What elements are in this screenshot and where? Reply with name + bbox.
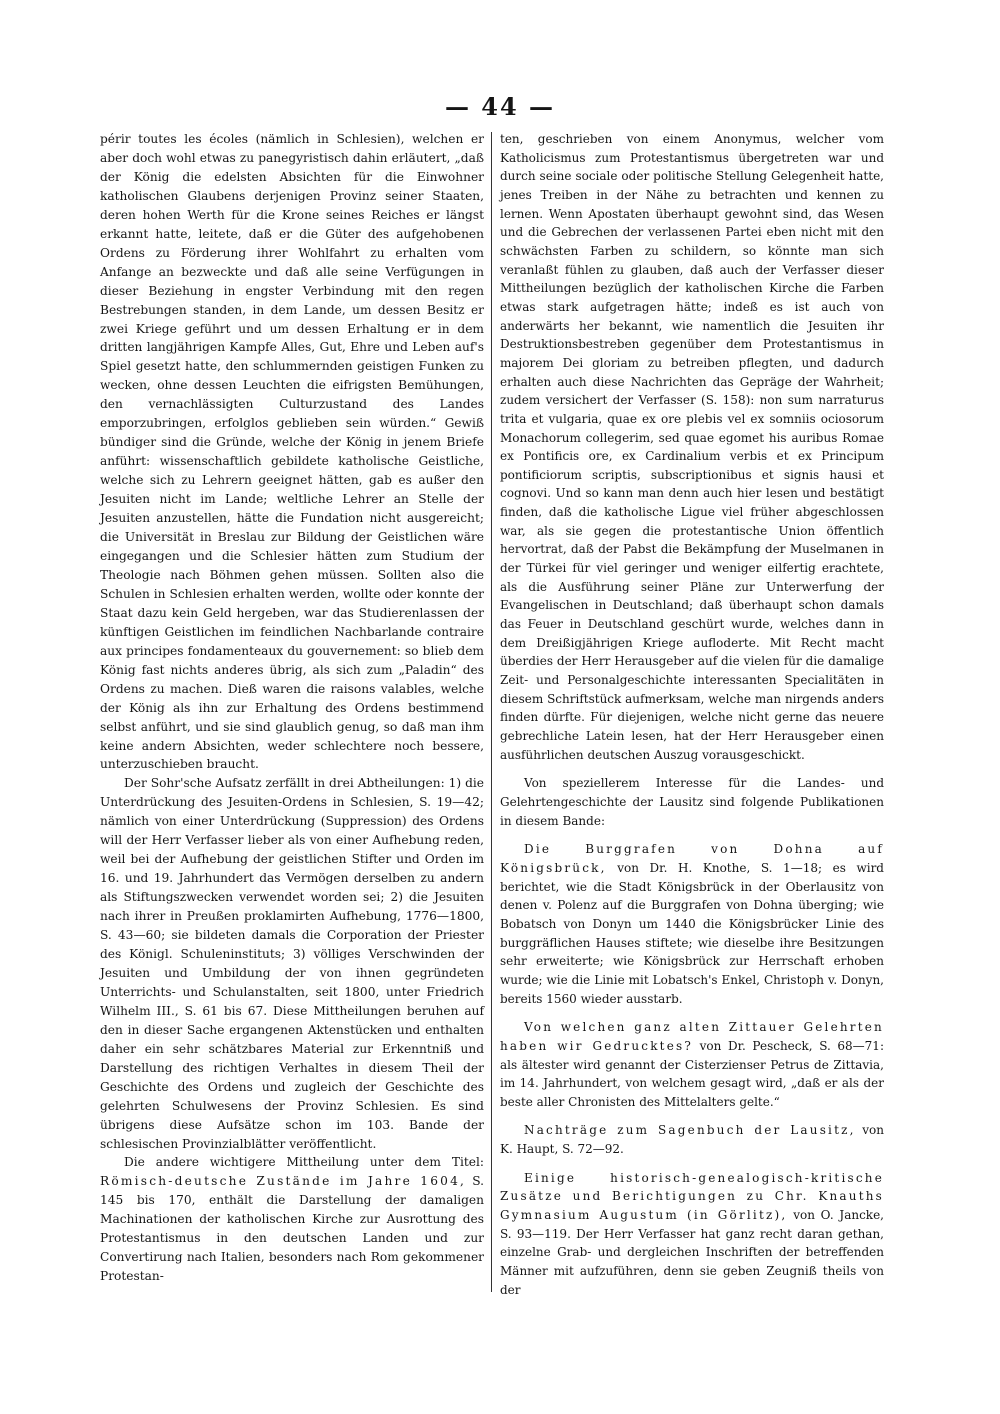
right-paragraph-2: Von speziellerem Interesse für die Landes- und Gelehrtengeschichte der Lausitz sind folgende Publikationen in diesem Bande: [500, 776, 884, 828]
entry-burggrafen-von-dohna [500, 840, 884, 1008]
article-title-roemisch-deutsche-zustaende: Römisch-deutsche Zustände im Jahre 1604, [100, 1174, 467, 1189]
left-paragraph-2: Der Sohr'sche Aufsatz zerfällt in drei Abtheilungen: 1) die Unterdrückung des Jesuiten-Ordens in Schlesien, S. 19—42; nämlich von einer Unterdrückung (Suppression) des Ordens will der Herr Verfasser lieber als von einer Aufhebung reden, weil bei der Aufhebung der geistlichen Stifter und Orden im 16. und 19. Jahrhundert das Vermögen derselben zu andern als Stiftungszwecken verwendet worden sei; 2) die Jesuiten nach ihrer in Preußen proklamirten Aufhebung, 1776—1800, S. 43—60; sie bildeten damals die Corporation der Priester des Königl. Schuleninstituts; 3) völliges Verschwinden der Jesuiten und Umbildung der von ihnen gegründeten Unterrichts- und Schulanstalten, seit 1800, unter Friedrich Wilhelm III., S. 61 bis 67. Diese Mittheilungen beruhen auf den in dieser Sache ergangenen Aktenstücken und enthalten daher ein sehr schätzbares Material zur Erkenntniß und Darstellung des richtigen Verhaltes in diesem Theil der Geschichte des Ordens und zugleich der Geschichte des gelehrten Schulwesens der Provinz Schlesien. Es sind übrigens diese Aufsätze schon im 103. Bande der schlesischen Provinzialblätter veröffentlicht. [100, 776, 484, 1151]
entry-title-knauth: Einige historisch-genealogisch-kritische Zusätze und Berichtigungen zu Chr. Knauths Gymnasium Augustum (in Görlitz), [500, 1170, 884, 1223]
entry-title-sagenbuch: Nachträge zum Sagenbuch der Lausitz, [524, 1123, 856, 1138]
entry-sagenbuch-lausitz [500, 1121, 884, 1158]
entry-zittauer-gelehrten [500, 1018, 884, 1111]
left-paragraph-3-body: S. 145 bis 170, enthält die Darstellung der damaligen Machinationen der katholischen Kirche zur Ausrottung des Protestantismus in den deutschen Landen und zur Convertirung nach Italien, besonders nach Rom gekommener Protestan- [100, 1174, 484, 1284]
left-paragraph-3 [100, 1153, 484, 1286]
left-paragraph-3-intro: Die andere wichtigere Mittheilung unter dem Titel: [124, 1155, 484, 1170]
left-column [100, 130, 484, 1286]
right-column [500, 130, 884, 1299]
entry-title-burggrafen: Die Burggrafen von Dohna auf Königsbrück, [500, 842, 884, 875]
entry-knauths-gymnasium [500, 1169, 884, 1300]
entry-body-zittauer: von Dr. Pescheck, S. 68—71: als ältester wird genannt der Cisterzienser Petrus de Zittavia, im 14. Jahrhundert, von welchem gesagt wird, „daß er als der beste aller Chronisten des Mittelalters gelte.“ [500, 1038, 884, 1109]
entry-body-knauth: von O. Jancke, S. 93—119. Der Herr Verfasser hat ganz recht daran gethan, einzelne Grab- und dergleichen Inschriften der betreffenden Männer mit aufzuführen, denn sie geben Zeugniß theils von der [500, 1208, 884, 1297]
right-paragraph-1: ten, geschrieben von einem Anonymus, welcher vom Katholicismus zum Protestantismus übergetreten war und durch seine sociale oder politische Stellung Gelegenheit hatte, jenes Treiben in der Nähe zu betrachten und kennen zu lernen. Wenn Apostaten überhaupt gewohnt sind, das Wesen und die Gebrechen der verlassenen Partei eben nicht mit den schwächsten Farben zu schildern, so könnte man sich veranlaßt fühlen zu glauben, daß auch der Verfasser dieser Mittheilungen bezüglich der katholischen Kirche die Farben etwas stark aufgetragen hätte; indeß es ist auch von anderwärts her bekannt, wie namentlich die Jesuiten ihr Destruktionsbestreben gegenüber dem Protestantismus in majorem Dei gloriam zu betreiben pflegten, und dadurch erhalten auch diese Nachrichten das Gepräge der Wahrheit; zudem versichert der Verfasser (S. 158): non sum narraturus trita et vulgaria, quae ex ore plebis vel ex somniis ociosorum Monachorum collegerim, sed quae egomet his auribus Romae ex Pontificis ore, ex Cardinalium verbis et ex Principum pontificiorum scriptis, subscriptionibus et signis hausi et cognovi. Und so kann man denn auch hier lesen und bestätigt finden, daß die katholische Ligue viel früher abgeschlossen war, als sie gegen die protestantische Union öffentlich hervortrat, daß der Pabst die Bekämpfung der Muselmanen in der Türkei für viel geringer und weniger eilfertig erachtete, als die Ausführung seiner Pläne zur Unterwerfung der Evangelischen in Deutschland; daß überhaupt schon damals das Feuer in Deutschland geschürt wurde, welches dann in dem Dreißigjährigen Kriege aufloderte. Mit Recht macht überdies der Herr Herausgeber auf die vielen für die damalige Zeit- und Personalgeschichte interessanten Specialitäten in diesem Schriftstück aufmerksam, welche man nirgends anders finden dürfte. Für diejenigen, welche nicht gerne das neuere gebrechliche Latein lesen, hat der Herr Herausgeber einen ausführlichen deutschen Auszug vorausgeschickt. [500, 132, 884, 762]
left-paragraph-1: périr toutes les écoles (nämlich in Schlesien), welchen er aber doch wohl etwas zu panegyristisch dahin erläutert, „daß der König die edelsten Absichten für die Einwohner katholischen Glaubens derjenigen Provinz seiner Staaten, deren hohen Werth für die Krone seines Reiches er längst erkannt hatte, leitete, daß er die Güter des aufgehobenen Ordens zu Förderung ihrer Wohlfahrt zu erhalten vom Anfange an bezweckte und daß alle seine Verfügungen in dieser Beziehung in engster Verbindung mit den regen Bestrebungen standen, in dem Lande, um dessen Besitz er zwei Kriege geführt und um dessen Erhaltung er in dem dritten langjährigen Kampfe Alles, Gut, Ehre und Leben auf's Spiel gesetzt hatte, den schlummernden geistigen Funken zu wecken, ohne dessen Leuchten die eifrigsten Bemühungen, den vernachlässigten Culturzustand des Landes emporzubringen, erfolglos geblieben sein würden.“ Gewiß bündiger sind die Gründe, welche der König in jenem Briefe anführt: wissenschaftlich gebildete katholische Geistliche, welche sich zu Lehrern geeignet hätten, gab es außer den Jesuiten nicht im Lande; weltliche Lehrer an Stelle der Jesuiten anzustellen, hätte die Fundation nicht ausgereicht; die Universität in Breslau zur Bildung der Geistlichen wäre eingegangen und die Schlesier hätten zum Studium der Theologie nach Böhmen gehen müssen. Sollten also die Schulen in Schlesien erhalten werden, wollte oder konnte der Staat dazu kein Geld hergeben, war das Studierenlassen der künftigen Geistlichen im feindlichen Nachbarlande contraire aux principes fondamenteaux du gouvernement: so blieb dem König fast nichts anderes übrig, als sich zum „Paladin“ des Ordens zu machen. Dieß waren die raisons valables, welche der König als ihn zur Erhaltung des Ordens bestimmend selbst anführt, und sie sind glaublich genug, so daß man ihm keine andern Absichten, weder schlechtere noch bessere, unterzuschieben braucht. [100, 132, 484, 772]
entry-body-burggrafen: von Dr. H. Knothe, S. 1—18; es wird berichtet, wie die Stadt Königsbrück in der Oberlausitz von denen v. Polenz auf die Burggrafen von Dohna überging; wie Bobatsch von Donyn um 1440 die Königsbrücker Linie des burggräflichen Hauses stiftete; wie dieselbe ihre Besitzungen sehr erweiterte; wie Königsbrück zur Herrschaft erhoben wurde; wie die Linie mit Lobatsch's Enkel, Christoph v. Donyn, bereits 1560 wieder ausstarb. [500, 860, 884, 1006]
entry-body-sagenbuch: von K. Haupt, S. 72—92. [500, 1123, 884, 1157]
entry-title-zittauer: Von welchen ganz alten Zittauer Gelehrten haben wir Gedrucktes? [500, 1020, 884, 1053]
page-number: — 44 — [444, 92, 556, 121]
column-divider [491, 132, 492, 1292]
